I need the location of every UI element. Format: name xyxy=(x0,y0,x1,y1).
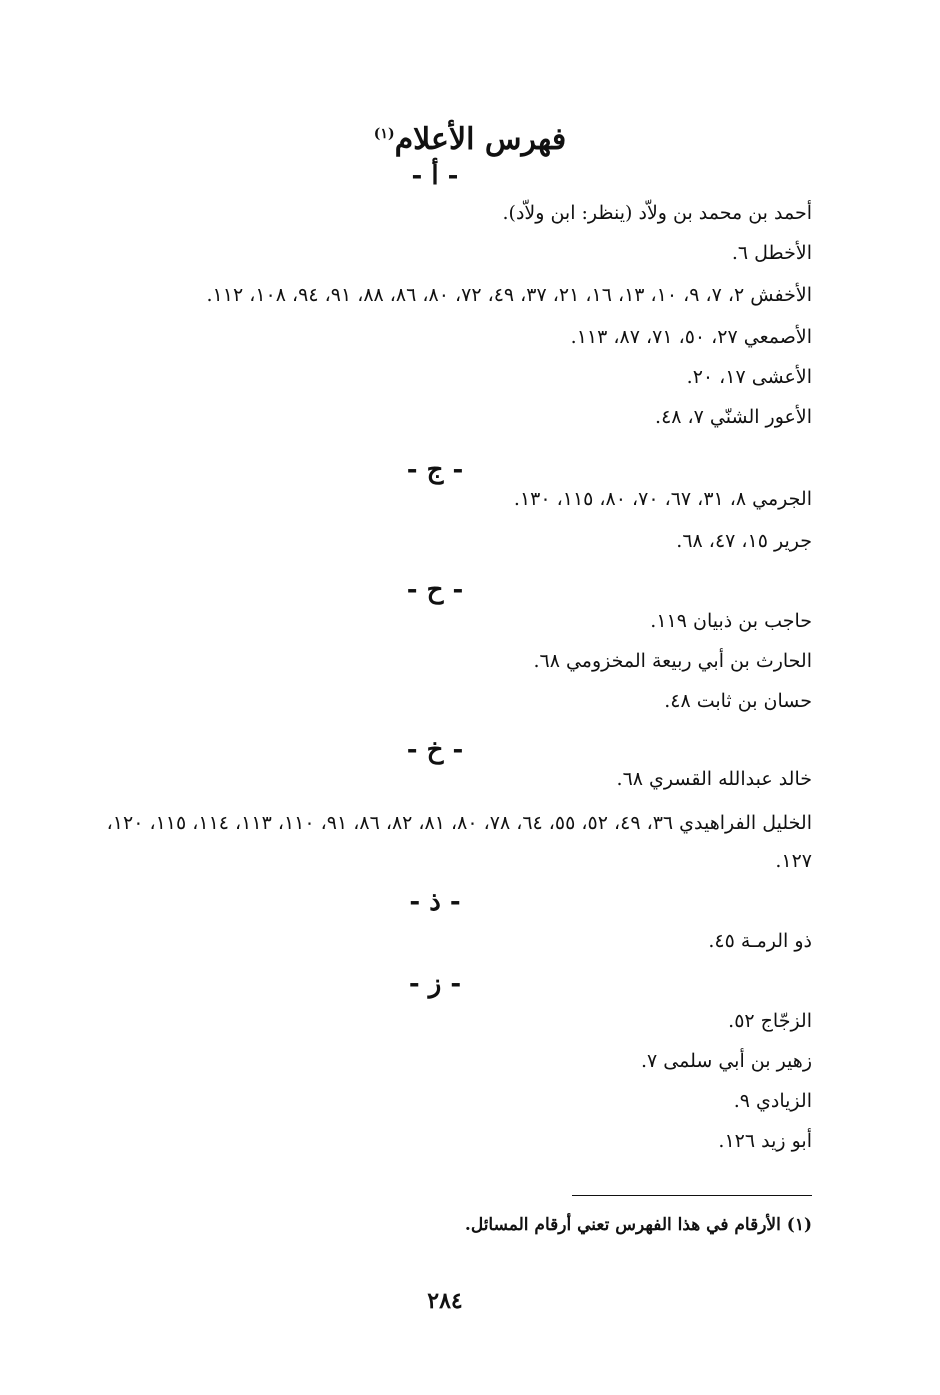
index-entry: حسان بن ثابت ٤٨. xyxy=(664,690,812,712)
index-entry: الخليل الفراهيدي ٣٦، ٤٩، ٥٢، ٥٥، ٦٤، ٧٨، ٨٠، ٨١، ٨٢، ٨٦، ٩١، ١١٠، ١١٣، ١١٤، ١١٥، ١٢٠، ١٢٧. xyxy=(106,812,812,872)
index-entry: الأعور الشنّي ٧، ٤٨. xyxy=(655,406,812,428)
section-letter-alif: - أ - xyxy=(411,161,459,191)
index-entry: الأخفش ٢، ٧، ٩، ١٠، ١٣، ١٦، ٢١، ٣٧، ٤٩، ٧٢، ٨٠، ٨٦، ٨٨، ٩١، ٩٤، ١٠٨، ١١٢. xyxy=(206,284,812,306)
section-letter-jim: - ج - xyxy=(406,455,464,485)
section-letter-ha: - ح - xyxy=(406,575,464,605)
index-entry: الحارث بن أبي ربيعة المخزومي ٦٨. xyxy=(533,650,812,672)
index-entry: خالد عبدالله القسري ٦٨. xyxy=(616,768,812,790)
index-entry: الأعشى ١٧، ٢٠. xyxy=(686,366,812,388)
footnote-separator xyxy=(572,1195,812,1196)
footnote: (١) الأرقام في هذا الفهرس تعني أرقام المسائل. xyxy=(464,1215,812,1235)
index-entry: أحمد بن محمد بن ولاّد (ينظر: ابن ولاّد). xyxy=(502,202,812,224)
index-entry: أبو زيد ١٢٦. xyxy=(718,1130,812,1152)
index-entry: جرير ١٥، ٤٧، ٦٨. xyxy=(676,530,812,552)
section-letter-dhal: - ذ - xyxy=(409,887,461,917)
index-entry: الأصمعي ٢٧، ٥٠، ٧١، ٨٧، ١١٣. xyxy=(570,326,812,348)
index-entry: الأخطل ٦. xyxy=(731,242,812,264)
page-title xyxy=(0,112,940,162)
index-entry: الجرمي ٨، ٣١، ٦٧، ٧٠، ٨٠، ١١٥، ١٣٠. xyxy=(513,488,812,510)
index-entry: حاجب بن ذبيان ١١٩. xyxy=(650,610,812,632)
index-entry: زهير بن أبي سلمى ٧. xyxy=(640,1050,812,1072)
title-footnote-marker: (١) xyxy=(373,126,395,142)
section-letter-kha: - خ - xyxy=(406,735,464,765)
index-entry: ذو الرمـة ٤٥. xyxy=(708,930,812,952)
title-text: فهرس الأعلام xyxy=(394,122,567,157)
index-entry: الزجّاج ٥٢. xyxy=(728,1010,812,1032)
page-number: ٢٨٤ xyxy=(427,1288,463,1314)
index-entry: الزيادي ٩. xyxy=(733,1090,812,1112)
section-letter-zay: - ز - xyxy=(408,969,462,999)
